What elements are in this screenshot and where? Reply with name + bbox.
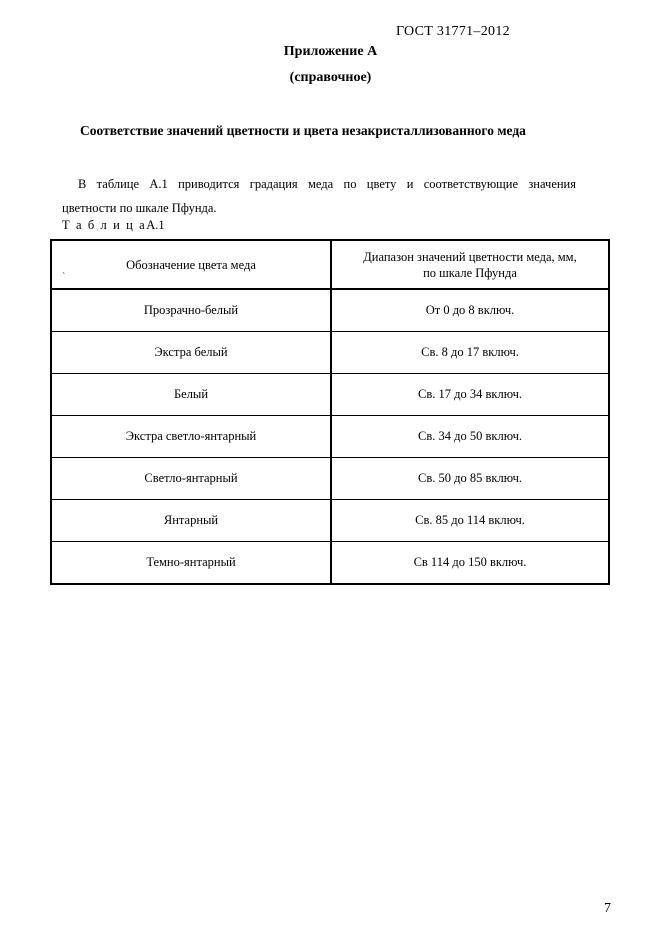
header-stray-mark: ` (62, 272, 66, 283)
honey-color-table (50, 239, 610, 585)
appendix-type: (справочное) (289, 70, 372, 85)
table-header-row (51, 240, 609, 289)
cell-color: Янтарный (51, 500, 331, 542)
cell-color: Экстра светло-янтарный (51, 416, 331, 458)
cell-color: Прозрачно-белый (51, 289, 331, 332)
cell-range: Св. 34 до 50 включ. (331, 416, 609, 458)
table-row (51, 332, 609, 374)
intro-paragraph (62, 172, 576, 220)
header-pfund-range (331, 240, 609, 289)
cell-color: Экстра белый (51, 332, 331, 374)
header-color-designation (51, 240, 331, 289)
cell-range: Св. 50 до 85 включ. (331, 458, 609, 500)
table-caption-label: Т а б л и ц а (62, 218, 147, 232)
header-pfund-range-line-1: Диапазон значений цветности меда, мм, (363, 249, 577, 264)
table-row (51, 289, 609, 332)
header-pfund-range-line-2: по шкале Пфунда (423, 265, 517, 280)
table-caption-number: A.1 (146, 218, 165, 232)
table-row (51, 542, 609, 585)
cell-range: От 0 до 8 включ. (331, 289, 609, 332)
intro-paragraph-line-2: цветности по шкале Пфунда. (62, 201, 217, 215)
document-standard-code: ГОСТ 31771–2012 (396, 24, 510, 39)
cell-color: Темно-янтарный (51, 542, 331, 585)
section-title: Соответствие значений цветности и цвета незакристаллизованного меда (80, 123, 526, 138)
table-caption (62, 218, 165, 233)
cell-color: Светло-янтарный (51, 458, 331, 500)
page-number: 7 (604, 901, 611, 916)
cell-color: Белый (51, 374, 331, 416)
cell-range: Св. 17 до 34 включ. (331, 374, 609, 416)
table-row (51, 416, 609, 458)
cell-range: Св. 8 до 17 включ. (331, 332, 609, 374)
table-row (51, 374, 609, 416)
table-row (51, 500, 609, 542)
appendix-title: Приложение А (283, 44, 378, 59)
cell-range: Св. 85 до 114 включ. (331, 500, 609, 542)
table-row (51, 458, 609, 500)
intro-paragraph-line-1: В таблице А.1 приводится градация меда по цвету и соответствующие значения (78, 177, 576, 191)
cell-range: Св 114 до 150 включ. (331, 542, 609, 585)
header-color-designation-text: Обозначение цвета меда (126, 257, 256, 272)
